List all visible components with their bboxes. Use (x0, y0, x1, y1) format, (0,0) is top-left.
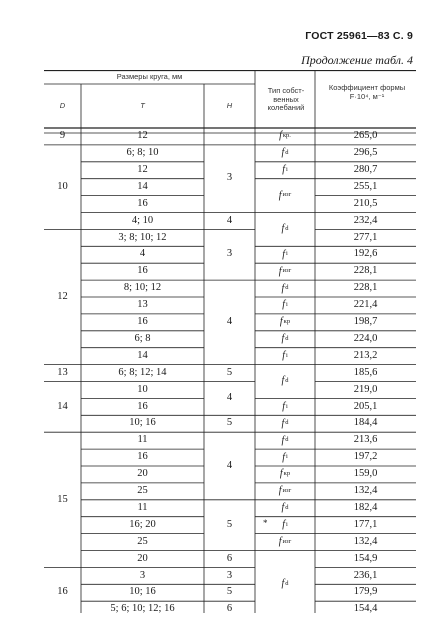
f-subscript: i (285, 520, 288, 528)
t-value-cell: 3; 8; 10; 12 (118, 231, 167, 243)
h-value-cell: 4 (226, 459, 233, 471)
t-value-cell: 6; 8; 10 (126, 147, 159, 159)
vibration-mode-cell (255, 432, 315, 449)
t-value-cell: 13 (137, 299, 148, 311)
d-value-cell: 12 (57, 290, 68, 302)
d-value-cell: 16 (57, 586, 68, 598)
shape-coefficient-cell: 177,1 (353, 518, 378, 530)
header-circle-dimensions: Размеры круга, мм (116, 72, 183, 82)
t-value-cell: 12 (137, 163, 148, 175)
t-value-cell: 10; 16 (129, 586, 156, 598)
shape-coefficient-cell: 210,5 (353, 197, 378, 209)
h-value-cell: 3 (226, 248, 233, 260)
header-shape-coefficient-units: F·10⁴, м⁻¹ (349, 92, 385, 101)
f-subscript: i (285, 301, 288, 309)
t-value-cell: 11 (137, 501, 148, 513)
f-subscript: i (285, 250, 288, 258)
t-value-cell: 11 (137, 434, 148, 446)
shape-coefficient-cell: 228,1 (353, 265, 378, 277)
t-value-cell: 3 (139, 569, 146, 581)
t-value-cell: 16 (137, 400, 148, 412)
f-symbol: f (279, 316, 283, 328)
vibration-mode-cell (255, 365, 315, 399)
t-value-cell: 16 (137, 451, 148, 463)
f-symbol: f (278, 265, 282, 277)
vibration-mode-cell (255, 466, 315, 483)
f-subscript: изг (282, 537, 292, 545)
f-symbol: f (279, 130, 282, 142)
d-value-cell: 9 (59, 130, 66, 142)
t-value-cell: 6; 8 (134, 332, 151, 344)
f-subscript: изг (282, 267, 292, 275)
t-value-cell: 25 (137, 485, 148, 497)
h-value-cell (204, 128, 255, 145)
shape-coefficient-cell: 224,0 (353, 332, 378, 344)
vibration-mode-cell (255, 162, 315, 179)
f-symbol: f (282, 248, 285, 260)
f-symbol: f (279, 468, 283, 480)
t-value-cell: 16 (137, 197, 148, 209)
shape-coefficient-cell: 197,2 (353, 451, 378, 463)
f-subscript: изг (282, 487, 292, 495)
f-subscript: изг (282, 191, 292, 199)
shape-coefficient-cell: 228,1 (353, 282, 378, 294)
shape-coefficient-cell: 184,4 (353, 417, 378, 429)
f-symbol: f (281, 223, 285, 235)
vibration-mode-cell (255, 280, 315, 297)
t-value-cell: 8; 10; 12 (123, 282, 162, 294)
vibration-mode-cell (255, 246, 315, 263)
t-value-cell: 16; 20 (129, 518, 156, 530)
t-value-cell: 25 (137, 535, 148, 547)
vibration-mode-cell (255, 534, 315, 551)
h-value-cell: 4 (226, 214, 233, 226)
f-subscript: d (285, 419, 289, 427)
vibration-mode-cell (255, 128, 315, 145)
f-symbol: f (281, 147, 285, 159)
h-value-cell: 6 (226, 552, 233, 564)
f-symbol: f (282, 451, 285, 463)
t-value-cell: 16 (137, 265, 148, 277)
f-symbol: f (282, 400, 285, 412)
t-value-cell: 4 (139, 248, 146, 260)
header-t: T (140, 101, 145, 111)
h-value-cell: 3 (226, 172, 233, 184)
h-value-cell: 3 (226, 569, 233, 581)
f-symbol: f (281, 417, 285, 429)
f-symbol: f (282, 299, 285, 311)
f-symbol: f (282, 350, 285, 362)
f-subscript: d (285, 225, 289, 233)
shape-coefficient-cell: 132,4 (353, 485, 378, 497)
t-value-cell: 4; 10 (131, 214, 154, 226)
shape-coefficient-cell: 185,6 (353, 366, 378, 378)
d-value-cell: 15 (57, 493, 68, 505)
t-value-cell: 12 (137, 130, 148, 142)
shape-coefficient-cell: 154,4 (353, 603, 378, 615)
f-subscript: i (285, 165, 288, 173)
t-value-cell: 6; 8; 12; 14 (118, 366, 167, 378)
f-subscript: кр (283, 318, 291, 326)
h-value-cell: 6 (226, 603, 233, 615)
vibration-mode-cell (255, 263, 315, 280)
shape-coefficient-cell: 192,6 (353, 248, 378, 260)
f-subscript: кр (283, 470, 291, 478)
vibration-mode-cell (255, 331, 315, 348)
vibration-mode-cell (255, 500, 315, 517)
t-value-cell: 5; 6; 10; 12; 16 (110, 603, 175, 615)
h-value-cell: 5 (226, 366, 233, 378)
vibration-mode-cell (255, 213, 315, 247)
shape-coefficient-cell: 132,4 (353, 535, 378, 547)
t-value-cell: 14 (137, 349, 148, 361)
f-symbol: f (281, 434, 285, 446)
f-symbol: f (281, 282, 285, 294)
t-value-cell: 14 (137, 180, 148, 192)
table-continuation-caption: Продолжение табл. 4 (301, 53, 413, 67)
vibration-mode-cell (255, 483, 315, 500)
vibration-mode-cell (255, 297, 315, 314)
f-subscript: d (285, 377, 289, 385)
f-subscript: i (285, 402, 288, 410)
t-value-cell: 20 (137, 468, 148, 480)
header-shape-coefficient-label: Коэффициент формы (328, 83, 406, 93)
shape-coefficient-cell: 154,9 (353, 552, 378, 564)
page-header: ГОСТ 25961—83 С. 9 (305, 30, 413, 42)
f-subscript: i (285, 453, 288, 461)
d-value-cell: 10 (57, 180, 68, 192)
margin-asterisk: * (263, 518, 268, 528)
shape-coefficient-cell: 219,0 (353, 383, 378, 395)
f-subscript: i (285, 351, 288, 359)
shape-coefficient-cell: 236,1 (353, 569, 378, 581)
h-value-cell: 5 (226, 417, 233, 429)
t-value-cell: 16 (137, 316, 148, 328)
shape-coefficient-cell: 198,7 (353, 316, 378, 328)
t-value-cell: 20 (137, 552, 148, 564)
vibration-mode-cell (255, 179, 315, 213)
shape-coefficient-cell: 213,2 (353, 349, 378, 361)
shape-coefficient-cell: 277,1 (353, 231, 378, 243)
shape-coefficient-cell: 179,9 (353, 586, 378, 598)
d-value-cell: 13 (57, 366, 68, 378)
header-h: H (226, 101, 233, 111)
h-value-cell: 5 (226, 518, 233, 530)
d-value-cell: 14 (57, 400, 68, 412)
shape-coefficient-cell: 280,7 (353, 163, 378, 175)
f-symbol: f (281, 375, 285, 387)
header-d: D (59, 101, 66, 111)
shape-coefficient-cell: 182,4 (353, 501, 378, 513)
h-value-cell: 5 (226, 586, 233, 598)
h-value-cell: 4 (226, 316, 233, 328)
h-value-cell: 4 (226, 392, 233, 404)
f-symbol: f (278, 189, 282, 201)
t-value-cell: 10; 16 (129, 417, 156, 429)
t-value-cell: 10 (137, 383, 148, 395)
f-symbol: f (282, 164, 285, 176)
f-subscript: d (285, 149, 289, 157)
shape-coefficient-cell: 221,4 (353, 299, 378, 311)
shape-coefficient-cell: 159,0 (353, 468, 378, 480)
header-shape-coefficient (318, 78, 416, 108)
shape-coefficient-cell: 265,0 (353, 130, 378, 142)
f-subscript: d (285, 284, 289, 292)
f-symbol: f (278, 536, 282, 548)
shape-coefficient-cell: 205,1 (353, 400, 378, 412)
vibration-mode-cell (255, 398, 315, 415)
vibration-mode-cell (255, 145, 315, 162)
f-symbol: f (278, 485, 282, 497)
f-subscript: кр. (282, 132, 291, 140)
vibration-mode-cell (255, 314, 315, 331)
header-vibration-mode: Тип собст-венных колебаний (267, 86, 305, 113)
f-subscript: d (285, 503, 289, 511)
f-symbol: f (282, 519, 285, 531)
f-symbol: f (281, 578, 285, 590)
vibration-mode-cell (255, 449, 315, 466)
f-symbol: f (281, 502, 285, 514)
f-subscript: d (285, 580, 289, 588)
vibration-mode-cell (255, 415, 315, 432)
f-subscript: d (285, 436, 289, 444)
f-subscript: d (285, 334, 289, 342)
shape-coefficient-cell: 232,4 (353, 214, 378, 226)
vibration-coefficient-table (44, 70, 416, 613)
vibration-mode-cell (255, 348, 315, 365)
shape-coefficient-cell: 213,6 (353, 434, 378, 446)
f-symbol: f (281, 333, 285, 345)
shape-coefficient-cell: 255,1 (353, 180, 378, 192)
shape-coefficient-cell: 296,5 (353, 147, 378, 159)
vibration-mode-cell (255, 551, 315, 619)
